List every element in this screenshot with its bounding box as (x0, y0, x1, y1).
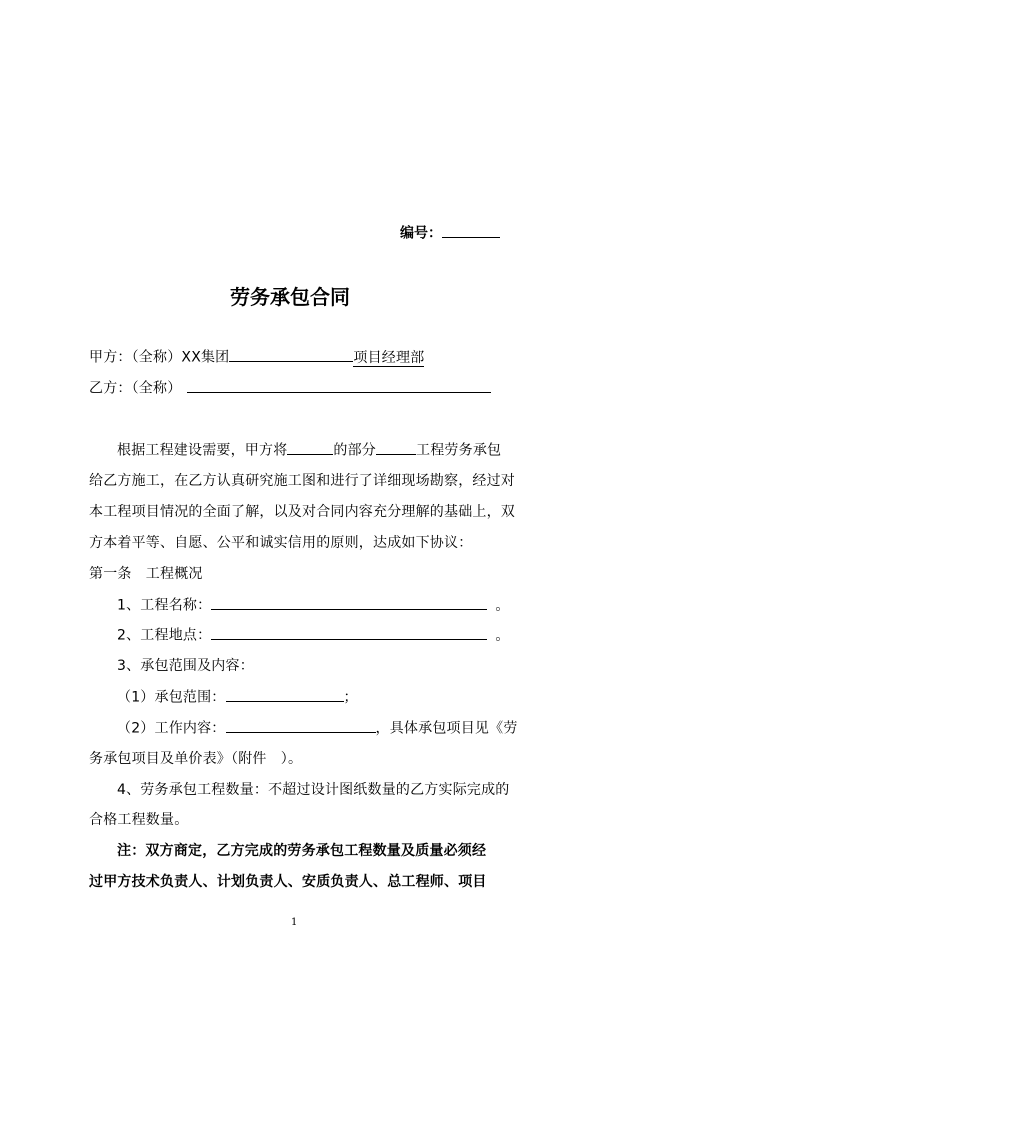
party-a-label: 甲方：（全称）XX集团 (89, 349, 230, 366)
item-work-content (117, 717, 518, 738)
item-work-content-blank (226, 717, 376, 733)
intro-line-3: 本工程项目情况的全面了解，以及对合同内容充分理解的基础上，双 (89, 504, 515, 520)
item-scope-range-end: ； (343, 689, 358, 706)
intro-text-b: 的部分 (333, 442, 377, 459)
intro-text-a: 根据工程建设需要，甲方将 (117, 442, 288, 459)
document-title: 劳务承包合同 (230, 285, 350, 309)
intro-line-1 (117, 439, 501, 460)
item-work-content-line-2: 务承包项目及单价表》（附件 ）。 (89, 751, 303, 767)
page-number: 1 (291, 917, 298, 928)
item-project-location-blank (211, 624, 487, 640)
item-work-content-tail: ，具体承包项目见《劳 (375, 720, 518, 737)
party-a-line (89, 346, 424, 367)
item-project-name-end: 。 (495, 597, 510, 614)
item-scope-range (117, 686, 358, 707)
intro-line-4: 方本着平等、自愿、公平和诚实信用的原则，达成如下协议： (89, 535, 473, 551)
item-scope-range-label: （1）承包范围： (117, 689, 226, 706)
item-quantity-line-1: 4、劳务承包工程数量：不超过设计图纸数量的乙方实际完成的 (117, 782, 510, 798)
party-b-line (89, 377, 491, 398)
contract-number-blank (442, 222, 500, 238)
intro-line-2: 给乙方施工，在乙方认真研究施工图和进行了详细现场勘察，经过对 (89, 473, 515, 489)
item-scope-range-blank (226, 686, 344, 702)
party-a-suffix: 项目经理部 (353, 349, 425, 366)
party-b-blank (187, 377, 491, 393)
contract-number-label: 编号： (400, 225, 442, 242)
item-project-name-label: 1、工程名称： (117, 597, 212, 614)
contract-number (400, 222, 500, 243)
party-b-label: 乙方：（全称） (89, 380, 182, 397)
item-project-name-blank (211, 594, 487, 610)
item-quantity-line-2: 合格工程数量。 (89, 812, 189, 828)
note-line-1: 注：双方商定，乙方完成的劳务承包工程数量及质量必须经 (117, 843, 487, 859)
intro-blank-1 (287, 439, 333, 455)
article-1-heading: 第一条 工程概况 (89, 566, 203, 582)
item-project-location-end: 。 (495, 627, 510, 644)
intro-blank-2 (376, 439, 416, 455)
intro-text-c: 工程劳务承包 (416, 442, 502, 459)
item-project-location-label: 2、工程地点： (117, 627, 212, 644)
item-work-content-label: （2）工作内容： (117, 720, 226, 737)
item-project-location (117, 624, 510, 645)
party-a-blank (229, 346, 353, 362)
item-project-name (117, 594, 510, 615)
item-scope-heading: 3、承包范围及内容： (117, 658, 254, 674)
note-line-2: 过甲方技术负责人、计划负责人、安质负责人、总工程师、项目 (89, 874, 487, 890)
